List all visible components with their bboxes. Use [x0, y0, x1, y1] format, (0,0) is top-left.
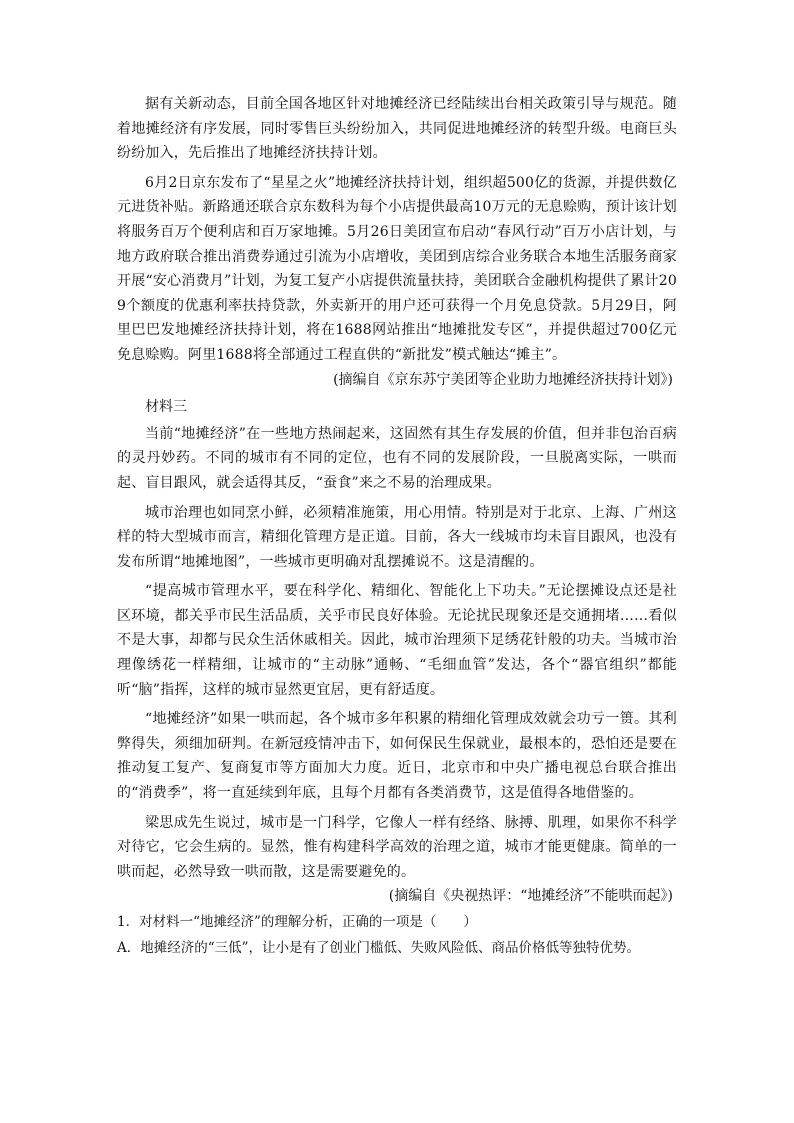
- paragraph-6: “地摊经济”如果一哄而起，各个城市多年积累的精细化管理成效就会功亏一篑。其利弊得失，须细加研判。在新冠疫情冲击下，如何保民生保就业，最根本的，恐怕还是要在推动复工复产、复商复市等方面加大力度。近日，北京市和中央广播电视总台联合推出的“消费季”，将一直延续到年底，且每个月都有各类消费节，这是值得各地借鉴的。: [117, 711, 677, 802]
- document-body: [117, 92, 677, 961]
- paragraph-2: 6月2日京东发布了“星星之火”地摊经济扶持计划，组织超500亿的货源，并提供数亿元进货补贴。新路通还联合京东数科为每个小店提供最高10万元的无息赊购，预计该计划将服务百万个便利店和百万家地摊。5月26日美团宣布启动“春风行动”百万小店计划，与地方政府联合推出消费券通过引流为小店增收，美团到店综合业务联合本地生活服务商家开展“安心消费月”计划，为复工复产小店提供流量扶持，美团联合金融机构提供了累计209个额度的优惠利率扶持贷款，外卖新开的用户还可获得一个月免息贷款。5月29日，阿里巴巴发地摊经济扶持计划，将在1688网站推出“地摊批发专区”，并提供超过700亿元免息赊购。阿里1688将全部通过工程直供的“新批发”模式触达“摊主”。: [117, 174, 677, 363]
- material-3-heading: 材料三: [145, 399, 187, 416]
- paragraph-4: 城市治理也如同烹小鲜，必须精准施策，用心用情。特别是对于北京、上海、广州这样的特大型城市而言，精细化管理方是正道。目前，各大一线城市均未盲目跟风，也没有发布所谓“地摊地图”，一些城市更明确对乱摆摊说不。这是清醒的。: [117, 504, 677, 570]
- source-citation-3: (摘编自《央视热评：“地摊经济”不能哄而起》): [388, 888, 673, 905]
- paragraph-7: 梁思成先生说过，城市是一门科学，它像人一样有经络、脉搏、肌理，如果你不科学对待它，它会生病的。显然，惟有构建科学高效的治理之道，城市才能更健康。简单的一哄而起，必然导致一哄而散，这是需要避免的。: [117, 814, 677, 880]
- paragraph-5: “提高城市管理水平，要在科学化、精细化、智能化上下功夫。”无论摆摊设点还是社区环境，都关乎市民生活品质，关乎市民良好体验。无论扰民现象还是交通拥堵……看似不是大事，却都与民众生活休戚相关。因此，城市治理须下足绣花针般的功夫。当城市治理像绣花一样精细，让城市的“主动脉”通畅、“毛细血管”发达，各个“器官组织”都能听“脑”指挥，这样的城市显然更宜居，更有舒适度。: [117, 583, 677, 698]
- paragraph-3: 当前“地摊经济”在一些地方热闹起来，这固然有其生存发展的价值，但并非包治百病的灵丹妙药。不同的城市有不同的定位，也有不同的发展阶段，一旦脱离实际，一哄而起、盲目跟风，就会适得其反，“蚕食”来之不易的治理成果。: [117, 425, 677, 491]
- option-a: A．地摊经济的“三低”，让小是有了创业门槛低、失败风险低、商品价格低等独特优势。: [117, 940, 641, 956]
- question-1: 1．对材料一“地摊经济”的理解分析，正确的一项是（ ）: [117, 914, 477, 930]
- source-citation-2: (摘编自《京东苏宁美团等企业助力地摊经济扶持计划》): [333, 371, 673, 388]
- paragraph-1: 据有关新动态，目前全国各地区针对地摊经济已经陆续出台相关政策引导与规范。随着地摊经济有序发展，同时零售巨头纷纷加入，共同促进地摊经济的转型升级。电商巨头纷纷加入，先后推出了地摊经济扶持计划。: [117, 96, 677, 162]
